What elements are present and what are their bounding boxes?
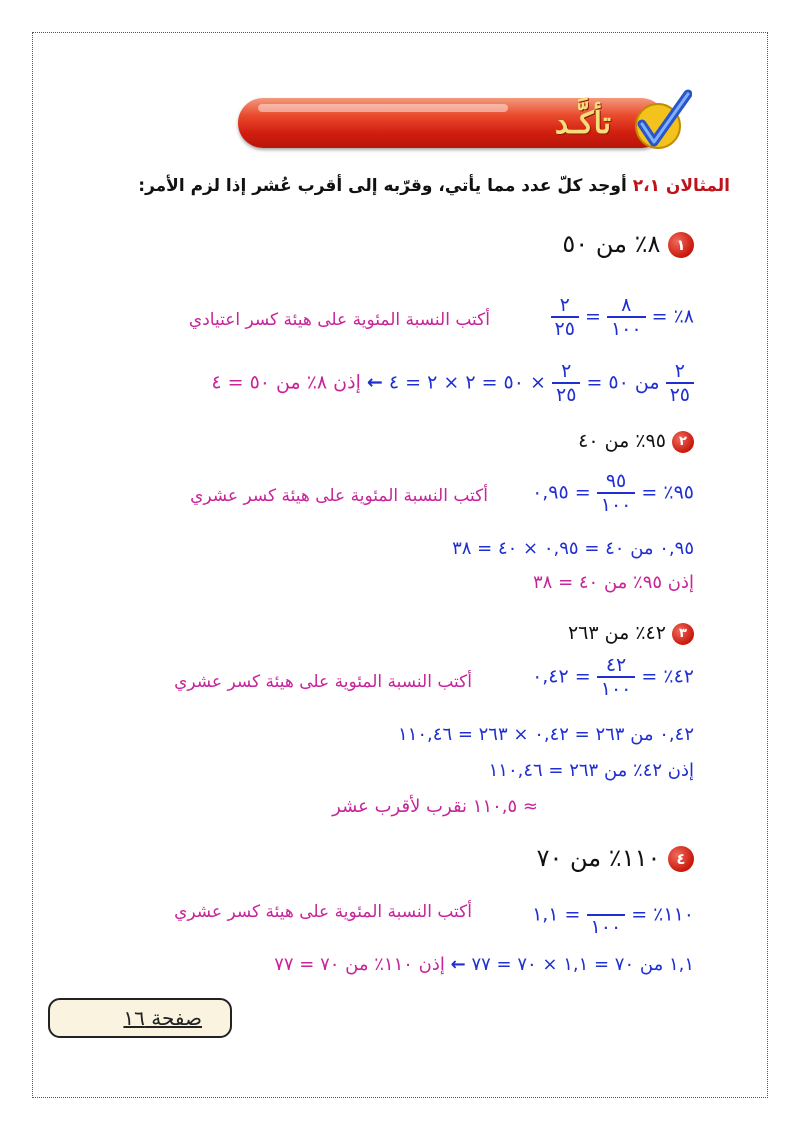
p2-frac <box>597 470 636 516</box>
p3-rhs: = ٠,٤٢ <box>532 665 591 688</box>
p2-num: ٩٥ <box>605 470 627 492</box>
p4-lhs: ١١٠٪ = <box>631 903 694 926</box>
p3-frac <box>597 654 636 700</box>
page-number-box <box>48 998 232 1038</box>
problem-2-step1 <box>532 470 694 516</box>
problem-4-title <box>537 844 694 872</box>
arrow-left-icon: ← <box>366 371 383 394</box>
p2-line2: ٠,٩٥ من ٤٠ = ٠,٩٥ × ٤٠ = ٣٨ <box>452 538 694 559</box>
instruction-label: المثالان ٢،١ <box>632 176 730 196</box>
p1-s2-f2-num: ٢ <box>561 360 572 382</box>
p3-den: ١٠٠ <box>597 676 636 700</box>
checkmark-icon <box>632 88 692 154</box>
p1-eq: = <box>584 305 601 328</box>
p3-line4: ≈ ١١٠,٥ نقرب لأقرب عشر <box>332 796 538 817</box>
p1-s2-t1: من ٥٠ = <box>586 371 660 394</box>
p1-note: أكتب النسبة المئوية على هيئة كسر اعتيادي <box>188 310 490 330</box>
p1-s2-den: ٢٥ <box>666 382 694 406</box>
p1-f1-den: ١٠٠ <box>607 316 646 340</box>
p1-s2-num: ٢ <box>674 360 685 382</box>
p1-s2-t3: إذن ٨٪ من ٥٠ = ٤ <box>211 371 361 394</box>
p1-f2-den: ٢٥ <box>551 316 579 340</box>
p3-note: أكتب النسبة المئوية على هيئة كسر عشري <box>174 672 472 692</box>
problem-3-text: ٤٢٪ من ٢٦٣ <box>567 622 666 644</box>
problem-1-step2 <box>211 360 694 406</box>
p1-s2-frac <box>666 360 694 406</box>
problem-1-text: ٨٪ من ٥٠ <box>562 230 661 258</box>
p2-lhs: ٩٥٪ = <box>641 481 694 504</box>
banner-highlight <box>258 104 508 112</box>
p1-frac-2 <box>551 294 579 340</box>
problem-number-4: ٤ <box>668 846 694 872</box>
p4-num <box>602 892 610 914</box>
problem-3-step1 <box>532 654 694 700</box>
banner-title: تأكَّـد <box>554 106 612 141</box>
p3-num: ٤٢ <box>605 654 627 676</box>
p1-lhs: ٨٪ = <box>651 305 694 328</box>
problem-2-title <box>578 430 694 453</box>
p4-l2-t1: ١,١ من ٧٠ = ١,١ × ٧٠ = ٧٧ <box>471 954 694 975</box>
problem-number-2: ٢ <box>672 431 694 453</box>
p3-line2: ٠,٤٢ من ٢٦٣ = ٠,٤٢ × ٢٦٣ = ١١٠,٤٦ <box>398 724 694 745</box>
p2-den: ١٠٠ <box>597 492 636 516</box>
problem-2-text: ٩٥٪ من ٤٠ <box>578 430 666 452</box>
p1-f2-num: ٢ <box>559 294 570 316</box>
p1-s2-f2-den: ٢٥ <box>552 382 580 406</box>
p4-rhs: = ١,١ <box>532 903 581 926</box>
problem-1-title <box>562 230 694 258</box>
p2-line3: إذن ٩٥٪ من ٤٠ = ٣٨ <box>533 572 694 593</box>
p4-note: أكتب النسبة المئوية على هيئة كسر عشري <box>174 902 472 922</box>
p1-f1-num: ٨ <box>621 294 632 316</box>
p4-frac <box>587 892 626 938</box>
p4-den: ١٠٠ <box>587 914 626 938</box>
problem-number-1: ١ <box>668 232 694 258</box>
page-number: صفحة ١٦ <box>123 1006 202 1030</box>
problem-3-title <box>568 622 694 645</box>
problem-4-step1 <box>532 892 694 938</box>
p1-s2-t2: × ٥٠ = ٢ × ٢ = ٤ <box>388 371 546 394</box>
p2-rhs: = ٠,٩٥ <box>532 481 591 504</box>
p1-s2-frac2 <box>552 360 580 406</box>
p4-line2 <box>274 954 694 975</box>
p3-line3: إذن ٤٢٪ من ٢٦٣ = ١١٠,٤٦ <box>488 760 694 781</box>
problem-4-text: ١١٠٪ من ٧٠ <box>536 844 661 872</box>
instruction <box>138 176 730 196</box>
p2-note: أكتب النسبة المئوية على هيئة كسر عشري <box>190 486 488 506</box>
problem-1-step1 <box>551 294 695 340</box>
instruction-text: أوجد كلّ عدد مما يأتي، وقرّبه إلى أقرب عُشر إذا لزم الأمر: <box>138 176 627 196</box>
problem-number-3: ٣ <box>672 623 694 645</box>
p1-frac-1 <box>607 294 646 340</box>
p4-l2-t2: إذن ١١٠٪ من ٧٠ = ٧٧ <box>274 954 445 975</box>
arrow-left-icon: ← <box>450 954 466 975</box>
p3-lhs: ٤٢٪ = <box>641 665 694 688</box>
